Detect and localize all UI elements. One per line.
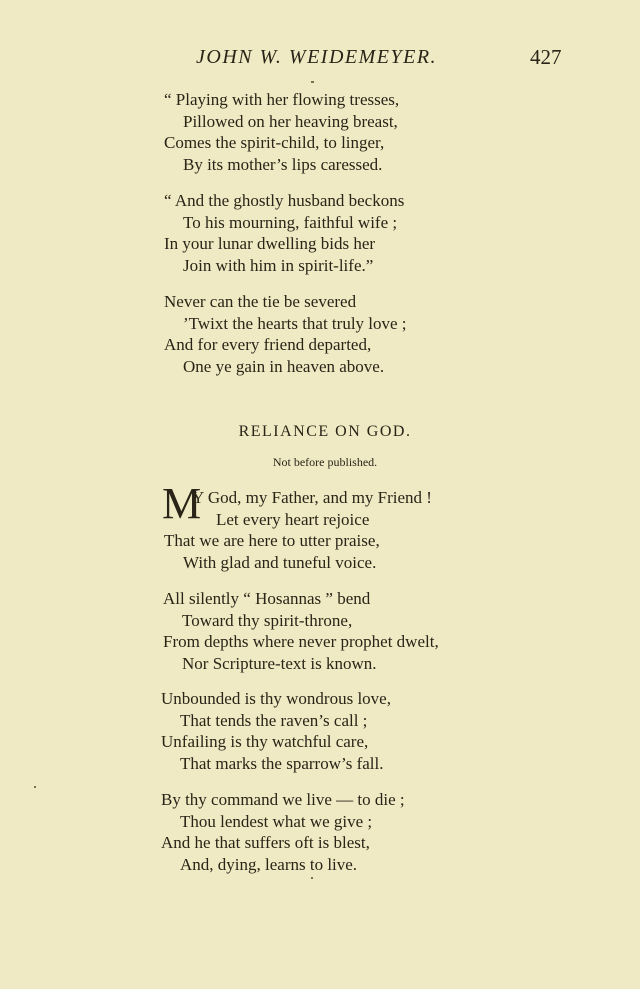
verse-line: In your lunar dwelling bids her [164, 234, 376, 254]
poem-stanza-4 [161, 789, 405, 875]
verse-line: Comes the spirit-child, to linger, [164, 133, 385, 153]
verse-line: ’Twixt the hearts that truly love ; [183, 313, 407, 333]
verse-line: Unbounded is thy wondrous love, [161, 689, 391, 708]
verse-line: With glad and tuneful voice. [183, 552, 377, 572]
verse-line: That we are here to utter praise, [164, 531, 380, 551]
verse-line: All silently “ Hosannas ” bend [163, 589, 371, 608]
continued-stanza-3 [164, 291, 407, 377]
verse-line: And for every friend departed, [164, 335, 372, 355]
drop-cap: M [162, 479, 202, 528]
verse-line: And, dying, learns to live. [180, 854, 358, 874]
paper-speck [34, 786, 36, 788]
poem-stanza-2 [163, 588, 439, 674]
poem-subtitle: Not before published. [272, 455, 378, 469]
verse-line: Y God, my Father, and my Friend ! [192, 488, 432, 507]
paper-speck [311, 877, 313, 879]
page-number: 427 [530, 45, 562, 69]
verse-line: By thy command we live — to die ; [161, 790, 405, 809]
continued-stanza-2 [164, 190, 404, 276]
verse-line: By its mother’s lips caressed. [183, 154, 383, 174]
poem-title: RELIANCE ON GOD. [238, 423, 412, 440]
verse-line: One ye gain in heaven above. [183, 356, 385, 376]
verse-line: Nor Scripture-text is known. [182, 653, 377, 673]
verse-line: Let every heart rejoice [216, 509, 370, 529]
verse-line: That marks the sparrow’s fall. [180, 753, 384, 773]
verse-line: Never can the tie be severed [164, 292, 357, 311]
paper-speck [311, 81, 314, 83]
verse-line: That tends the raven’s call ; [180, 710, 368, 730]
verse-line: Thou lendest what we give ; [180, 811, 373, 831]
verse-line: And he that suffers oft is blest, [161, 833, 370, 853]
verse-line: “ And the ghostly husband beckons [164, 191, 405, 210]
running-head: JOHN W. WEIDEMEYER. [196, 46, 438, 68]
continued-stanza-1 [164, 89, 399, 175]
verse-line: Unfailing is thy watchful care, [161, 732, 369, 752]
verse-line: From depths where never prophet dwelt, [163, 632, 439, 652]
poem-stanza-3 [161, 688, 391, 774]
verse-line: Pillowed on her heaving breast, [183, 111, 398, 131]
poem-stanza-1 [164, 487, 432, 573]
verse-line: “ Playing with her flowing tresses, [164, 90, 400, 109]
verse-line: Join with him in spirit-life.” [183, 255, 374, 275]
verse-line: To his mourning, faithful wife ; [183, 212, 398, 232]
verse-line: Toward thy spirit-throne, [182, 610, 353, 630]
